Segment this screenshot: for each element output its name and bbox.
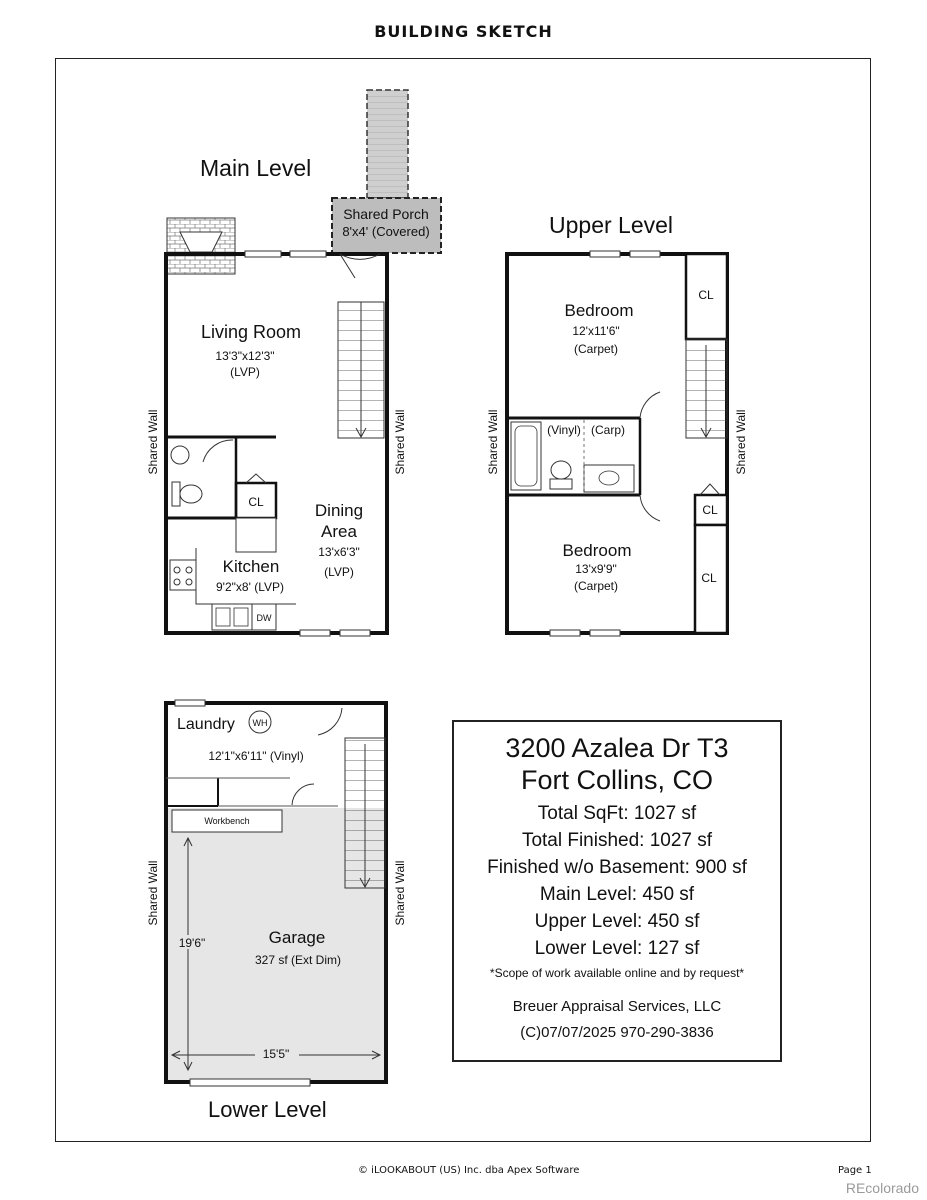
dining-floor: (LVP) <box>324 565 354 579</box>
footer-copyright: © iLOOKABOUT (US) Inc. dba Apex Software <box>358 1165 580 1176</box>
property-info-box <box>452 720 782 1062</box>
workbench-label: Workbench <box>204 816 250 826</box>
laundry-dimensions: 12'1"x6'11" (Vinyl) <box>208 749 304 763</box>
address-line-1: 3200 Azalea Dr T3 <box>505 733 729 763</box>
living-room-label: Living Room <box>200 322 302 342</box>
upper-closet-1-label: CL <box>698 288 714 302</box>
lower-level-label: Lower Level <box>208 1097 327 1122</box>
stove <box>170 560 196 590</box>
kitchen-label: Kitchen <box>222 557 280 576</box>
water-heater-label: WH <box>252 718 268 728</box>
garage-door <box>190 1079 310 1086</box>
stat-total-sqft: Total SqFt: 1027 sf <box>537 803 697 824</box>
bedroom-1-dimensions: 12'x11'6" <box>572 324 620 338</box>
stat-upper-level: Upper Level: 450 sf <box>534 911 700 932</box>
upper-shared-wall-right: Shared Wall <box>734 409 748 475</box>
dishwasher-label: DW <box>256 613 272 623</box>
stat-total-finished: Total Finished: 1027 sf <box>521 830 713 851</box>
dining-label-1: Dining <box>314 501 364 520</box>
main-level-label: Main Level <box>200 155 312 181</box>
upper-closet-2-label: CL <box>702 503 718 517</box>
watermark: REcolorado <box>845 1180 919 1196</box>
upper-shared-wall-left: Shared Wall <box>486 409 500 475</box>
living-room-dimensions: 13'3"x12'3" <box>215 349 275 363</box>
main-shared-wall-right: Shared Wall <box>393 409 407 475</box>
lower-shared-wall-left: Shared Wall <box>146 860 160 926</box>
stat-finished-wo-basement: Finished w/o Basement: 900 sf <box>487 857 747 878</box>
living-room-floor: (LVP) <box>230 365 260 379</box>
stat-lower-level: Lower Level: 127 sf <box>534 938 700 959</box>
bath-carpet-label: (Carp) <box>590 423 626 437</box>
page-title: BUILDING SKETCH <box>374 22 553 41</box>
dining-label-2: Area <box>321 522 357 541</box>
garage-dimensions: 327 sf (Ext Dim) <box>254 953 342 967</box>
main-shared-wall-left: Shared Wall <box>146 409 160 475</box>
depth-dimension: 19'6" <box>178 936 206 950</box>
footer-page: Page 1 <box>838 1165 872 1176</box>
bedroom-1-label: Bedroom <box>564 301 634 320</box>
bedroom-2-label: Bedroom <box>562 541 632 560</box>
upper-level-label: Upper Level <box>549 212 674 238</box>
address-line-2: Fort Collins, CO <box>520 765 714 795</box>
width-dimension: 15'5" <box>262 1047 290 1061</box>
walkway <box>367 90 408 198</box>
laundry-label: Laundry <box>177 716 235 733</box>
appraisal-contact: (C)07/07/2025 970-290-3836 <box>520 1024 714 1041</box>
lower-shared-wall-right: Shared Wall <box>393 860 407 926</box>
main-closet-label: CL <box>248 495 264 509</box>
upper-closet-3-label: CL <box>701 571 717 585</box>
stat-main-level: Main Level: 450 sf <box>539 884 695 905</box>
appraisal-firm: Breuer Appraisal Services, LLC <box>512 998 722 1015</box>
bedroom-2-dimensions: 13'x9'9" <box>575 562 617 576</box>
porch-label: Shared Porch <box>343 206 429 222</box>
bedroom-1-floor: (Carpet) <box>573 342 619 356</box>
dining-dimensions: 13'x6'3" <box>318 545 360 559</box>
kitchen-dimensions: 9'2"x8' (LVP) <box>216 580 284 594</box>
bedroom-2-floor: (Carpet) <box>573 579 619 593</box>
bath-vinyl-label: (Vinyl) <box>547 423 581 437</box>
porch-dimensions: 8'x4' (Covered) <box>342 224 430 239</box>
garage-label: Garage <box>268 928 326 947</box>
scope-note: *Scope of work available online and by request* <box>489 966 745 980</box>
